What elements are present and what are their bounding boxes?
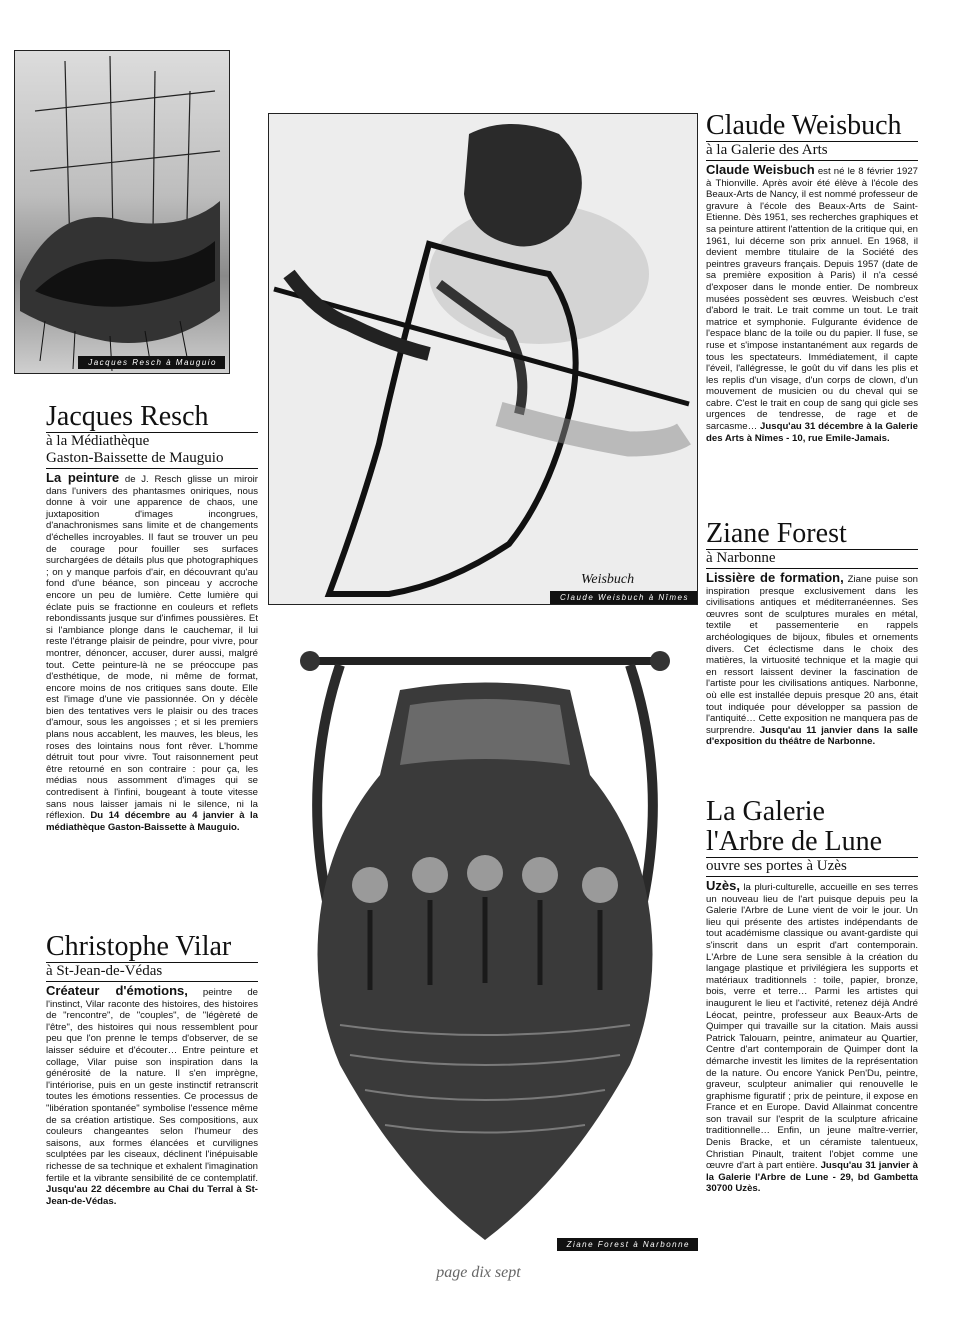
forest-text: Ziane puise son inspiration presque exclusivement dans les civilisations antiques et méditerranéennes. Ses œuvres sont de sculptures murales en métal, textile et passementerie en rappels archéologiques de bijoux, fibules et ornements divers. Cet éclectisme dans le choix des matières, la virtuosité technique et la magie qui en ressort laissent deviner la fascination de l'artiste pour les civilisations antiques. Narbonne, où elle est installée depuis presque 20 ans, était tout indiquée pour développer sa passion de l'antiquité… Cette exposition ne manquera pas de surprendre. [706,574,919,736]
vilar-body [46,985,258,1207]
weisbuch-lead: Claude Weisbuch [706,162,815,177]
weisbuch-dates: Jusqu'au 31 décembre à la Galerie des Arts à Nîmes - 10, rue Emile-Jamais. [706,421,918,444]
galerie-body [706,880,918,1195]
resch-text: de J. Resch glisse un miroir dans l'univers des phantasmes oniriques, nous donne à voir une apparence de chaos, une juxtaposition d'images incongrues, d'anachronismes sans limite et de changements d'échelles incroyables. Il faut se trouver un peu de courage pour fouiller ses surfaces surchargées de détails plus que photographiques ; on y manque parfois d'air, en découvrant qu'au fond d'une béance, son pinceau y accroche encore un peu de lumière. Cette lumière qui éclate puis se fractionne en couleurs et reflets rebondissants jusque sur d'infimes poussières. Et si l'ambiance plonge dans le cauchemar, il lui reste l'étrange plaisir de peindre, pour vivre, pour montrer, dénoncer, accuser, durer aussi, malgré tout. Cette peinture-là ne se préoccupe pas d'esthétique, de mode, ni même de format, encore moins de nos critiques sans doute. Elle est l'image d'une vie passionnée. On y décèle bien des tentatives vers le plaisir ou des traces d'amour, sous les angoisses ; et si les premiers plans nous accablent, les mauves, les bleus, les roses des lointains nous font rêver. L'homme détruit tout pour vivre. Tout raisonnement peut être retourné en son contraire : pour ça, les médias nous assomment d'images qui se contredisent à l'infini, bougeant à toute vitesse sans nous laisser jamais ni le silence, ni la réflexion. [46,474,259,822]
vilar-lead: Créateur d'émotions, [46,983,188,998]
photo-ziane-forest [270,635,698,1255]
page-footer: page dix sept [436,1264,521,1281]
weisbuch-body [706,164,918,444]
galerie-text: la pluri-culturelle, accueille en ses terres un nouveau lieu de l'art puisque depuis peu la Galerie l'Arbre de Lune vient de voir le jour. Un lieu qui présente des artistes indépendants de tout académisme classique ou avant-gardiste qui s'inscrit dans un esprit d'art contemporain. L'Arbre de Lune sera sensible à la création du langage plastique et privilégiera les supports et matériaux traditionnels : toile, papier, bronze, bois, verre et terre… Parmi les artistes qui inaugurent le lieu et l'activité, retenez déjà André Léocat, peintre, professeur aux Beaux-Arts de Quimper qui travaille sur la citation. Mais aussi Patrick Talouarn, peintre, animateur au Quartier, Centre d'art contemporain de Quimper dont la démarche investit les limites de la représentation de la nature. Ou encore Yanick Pen'Du, peintre, graveur, sculpteur animalier qui renouvelle le graphisme figuratif ; prix de peinture, il expose en France et en Europe. David Allainmat concentre son travail sur l'esprit de la sculpture africaine traditionnelle… Enfin, un jeune maître-verrier, Denis Bracke, et un céramiste talentueux, Christian Pinault, traitent l'objet comme une œuvre d'art à part entière. [706,882,918,1172]
article-ziane-forest [706,519,918,748]
vilar-subtitle-1: à St-Jean-de-Védas [46,963,258,982]
artist-signature: Weisbuch [581,572,635,587]
forest-body [706,572,918,748]
resch-dates: Du 14 décembre au 4 janvier à la médiathèque Gaston-Baissette à Mauguio. [46,810,259,833]
vilar-dates: Jusqu'au 22 décembre au Chai du Terral à St-Jean-de-Védas. [46,1184,258,1207]
galerie-dates: Jusqu'au 31 janvier à la Galerie l'Arbre de Lune - 29, bd Gambetta 30700 Uzès. [706,1160,918,1195]
forest-subtitle-1: à Narbonne [706,550,918,569]
ship-illustration [15,51,229,373]
forest-dates: Jusqu'au 11 janvier dans la salle d'exposition du théâtre de Narbonne. [706,724,918,748]
caption-forest: Ziane Forest à Narbonne [557,1238,698,1251]
caption-resch: Jacques Resch à Mauguio [78,356,225,369]
photo-claude-weisbuch [268,113,698,605]
caption-weisbuch: Claude Weisbuch à Nîmes [550,591,697,604]
article-galerie-arbre-de-lune [706,797,918,1195]
forest-title: Ziane Forest [706,519,918,550]
resch-title: Jacques Resch [46,402,258,433]
article-claude-weisbuch [706,111,918,444]
resch-subtitle-2: Gaston-Baissette de Mauguio [46,450,258,469]
violinist-drawing [269,114,697,604]
article-christophe-vilar [46,932,258,1207]
vilar-title: Christophe Vilar [46,932,258,963]
vilar-text: peintre de l'instinct, Vilar raconte des histoires, des histoires de "rencontre", de "couples", de "légèreté de l'être", des histoires qui nous ressemblent pour peu que l'on prenne le temps d'observer, de se laisser séduire et d'écouter… Entre peinture et collage, Vilar puise son inspiration dans la générosité de la nature. Il s'en imprègne, l'intériorise, puis en un geste instinctif retranscrit toutes les émotions ressenties. Ce processus de "libération spontanée" symbolise l'essence même de sa création artistique. Ses compositions, aux couleurs changeantes selon l'humeur des saisons, aux formes élancées et curvilignes sculptées par les ciseaux, déclinent l'inépuisable richesse de sa technique et exhalent l'imagination fertile et la vibrante sensibilité de ce contemplatif. [46,987,258,1184]
forest-lead: Lissière de formation, [706,570,844,585]
weisbuch-title: Claude Weisbuch [706,111,918,142]
resch-body [46,472,258,833]
galerie-lead: Uzès, [706,878,740,893]
galerie-subtitle-1: ouvre ses portes à Uzès [706,858,918,877]
weisbuch-text: est né le 8 février 1927 à Thionville. Après avoir été élève à l'école des Beaux-Arts de Nancy, il est nommé professeur de gravure à l'école des Beaux-Arts de Saint-Etienne. Dès 1951, ses recherches graphiques et sa peinture attirent l'attention de la critique qui, en 1961, lui décerne son prix annuel. En 1968, il devient membre titulaire de la Société des peintres graveurs français. Depuis 1957 (date de sa première exposition à Paris) il n'a cessé d'exposer dans le monde entier. De nombreux musées possèdent ses œuvres. Weisbuch c'est d'abord le trait. Le trait comme un tout. Le trait matrice et symphonie. Fulgurante évidence de l'espace blanc de la toile ou du papier. Il fuse, se ruse et s'impose instantanément aux regards de tous les spectateurs. Immédiatement, il capte l'éveil, l'allégresse, le goût du vif dans les plis et les replis d'un visage, d'un corps de clown, d'un mouvement de musicien ou du cheval qui se cabre. C'est le trait en coup de sang qui gicle ses urgences de tendresse, de rage et de sarcasme… [706,166,918,433]
article-jacques-resch [46,402,258,833]
weisbuch-subtitle-1: à la Galerie des Arts [706,142,918,161]
resch-subtitle-1: à la Médiathèque [46,433,150,449]
galerie-title-2: l'Arbre de Lune [706,827,918,858]
resch-lead: La peinture [46,470,120,485]
photo-jacques-resch [14,50,230,374]
galerie-title-1: La Galerie [706,796,825,827]
sculpture-illustration [270,635,698,1255]
